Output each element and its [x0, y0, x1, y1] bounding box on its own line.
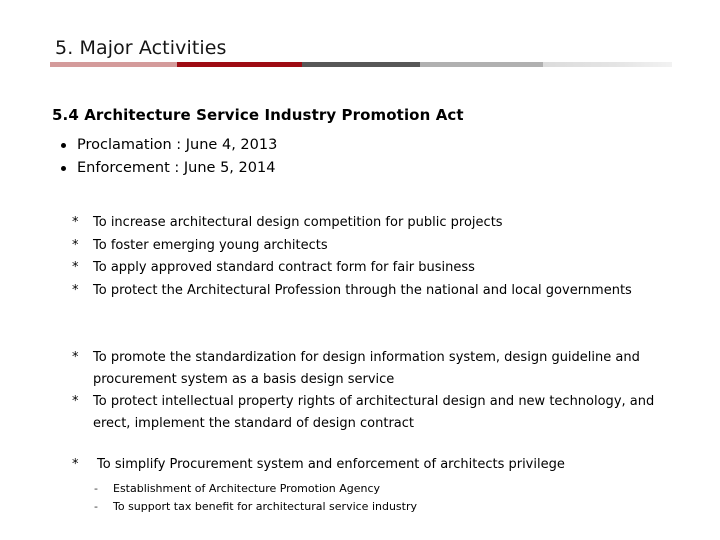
- asterisk-bullet-icon: *: [72, 215, 79, 230]
- level2-bullet-group-a: [70, 212, 670, 302]
- asterisk-bullet-icon: *: [72, 260, 79, 275]
- list-item: [58, 134, 658, 157]
- asterisk-bullet-icon: *: [72, 237, 79, 253]
- level2-bullet-group-c: [70, 454, 670, 477]
- dash-bullet-icon: -: [94, 482, 98, 495]
- list-item: [70, 391, 670, 435]
- list-item-label: To increase architectural design competition for public projects: [93, 215, 503, 230]
- list-item-label: Proclamation : June 4, 2013: [77, 137, 278, 153]
- dash-bullet-icon: -: [94, 500, 98, 513]
- list-item-label: To support tax benefit for architectural service industry: [113, 500, 417, 513]
- asterisk-bullet-icon: *: [72, 457, 79, 472]
- list-item: [70, 454, 670, 477]
- asterisk-bullet-icon: *: [72, 282, 79, 298]
- level3-bullet-list: [92, 480, 652, 516]
- list-item-label: To protect intellectual property rights of architectural design and new technology, and erect, implement the standard of design contract: [93, 394, 655, 431]
- asterisk-bullet-icon: *: [72, 350, 79, 365]
- level2-bullet-group-b: [70, 347, 670, 435]
- section-heading: 5.4 Architecture Service Industry Promotion Act: [52, 106, 464, 124]
- list-item: [70, 347, 670, 391]
- list-item-label: Establishment of Architecture Promotion Agency: [113, 482, 381, 495]
- list-item-label: To foster emerging young architects: [93, 237, 328, 253]
- list-item: [92, 480, 652, 498]
- list-item: [70, 280, 670, 303]
- list-item: [92, 498, 652, 516]
- list-item-label: To promote the standardization for design information system, design guideline and procurement system as a basis design service: [93, 350, 640, 387]
- list-item: [70, 235, 670, 258]
- list-item: [70, 257, 670, 280]
- asterisk-bullet-icon: *: [72, 394, 79, 409]
- bullet-dot-icon: [61, 143, 66, 148]
- bullet-dot-icon: [61, 166, 66, 171]
- list-item-label: To simplify Procurement system and enforcement of architects privilege: [97, 457, 565, 472]
- list-item: [58, 157, 658, 180]
- list-item-label: To protect the Architectural Profession through the national and local governments: [93, 282, 632, 298]
- level1-bullet-list: [58, 134, 658, 180]
- list-item-label: To apply approved standard contract form for fair business: [93, 260, 475, 275]
- slide-title: 5. Major Activities: [55, 37, 227, 59]
- list-item: [70, 212, 670, 235]
- list-item-label: Enforcement : June 5, 2014: [77, 160, 276, 176]
